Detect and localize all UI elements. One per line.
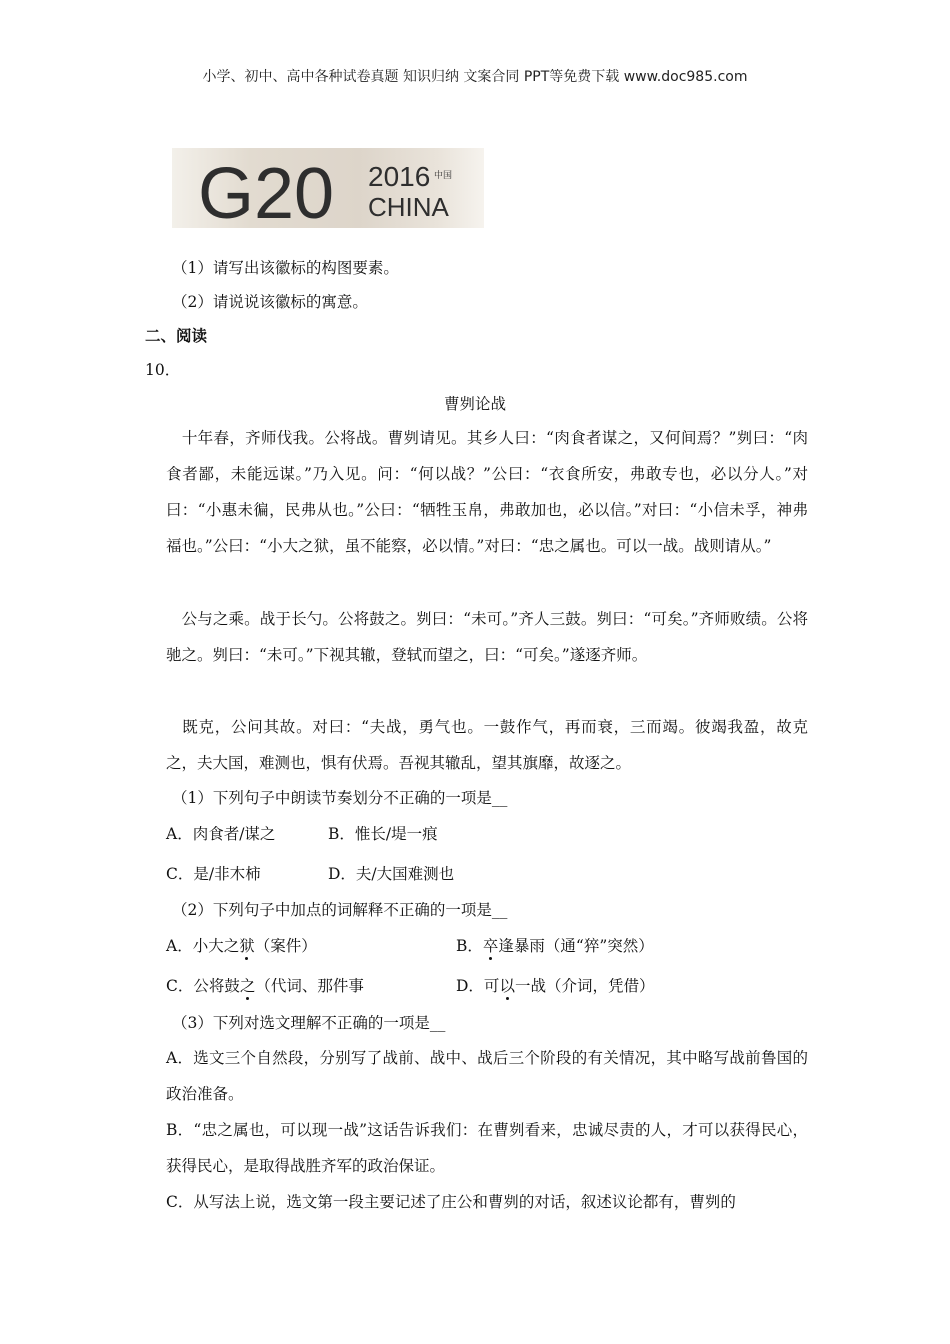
logo-year: 2016 [368,161,431,192]
page-header: 小学、初中、高中各种试卷真题 知识归纳 文案合同 PPT等免费下载 www.doc985.com [202,69,748,85]
q10-1-stem: （1）下列句子中朗读节奏划分不正确的一项是__ [172,789,508,807]
q10-3-stem: （3）下列对选文理解不正确的一项是__ [172,1014,446,1032]
section-title: 二、阅读 [145,326,208,345]
q10-2-option-a: A．小大之狱（案件） [166,937,317,955]
passage-paragraph-2: 公与之乘。战于长勺。公将鼓之。刿曰：“未可。”齐人三鼓。刿曰：“可矣。”齐师败绩。公将驰之。刿曰：“未可。”下视其辙，登轼而望之，曰：“可矣。”遂逐齐师。 [166,610,808,664]
q9-sub1: （1）请写出该徽标的构图要素。 [172,259,399,277]
q10-2-option-d: D．可以一战（介词，凭借） [456,977,655,995]
g20-logo-image [172,148,484,228]
q10-2-stem: （2）下列句子中加点的词解释不正确的一项是__ [172,901,508,919]
q10-1-option-a: A．肉食者/谋之 [166,825,276,843]
q9-sub2: （2）请说说该徽标的寓意。 [172,293,368,311]
q10-number: 10． [145,361,181,379]
logo-country: CHINA [368,192,449,222]
q10-2-option-b: B．卒逢暴雨（通“猝”突然） [456,937,654,955]
passage-title: 曹刿论战 [443,395,506,413]
passage-paragraph-3: 既克，公问其故。对曰：“夫战，勇气也。一鼓作气，再而衰，三而竭。彼竭我盈，故克之，夫大国，难测也，惧有伏焉。吾视其辙乱，望其旗靡，故逐之。 [166,718,808,772]
q10-1-option-b: B．惟长/堤一痕 [328,825,438,843]
q10-3-option-a: A．选文三个自然段，分别写了战前、战中、战后三个阶段的有关情况，其中略写战前鲁国的政治准备。 [166,1049,808,1103]
q10-3-option-b: B．“忠之属也，可以现一战”这话告诉我们：在曹刿看来，忠诚尽责的人，才可以获得民心，获得民心，是取得战胜齐军的政治保证。 [166,1121,808,1175]
q10-1-option-c: C．是/非木柿 [166,865,261,883]
logo-small-mark: 中国 [434,171,453,181]
logo-main-text: G20 [198,154,335,228]
q10-3-option-c: C．从写法上说，选文第一段主要记述了庄公和曹刿的对话，叙述议论都有，曹刿的 [166,1193,736,1211]
q10-1-option-d: D．夫/大国难测也 [328,865,455,883]
q10-2-option-c: C．公将鼓之（代词、那件事 [166,977,364,995]
passage-paragraph-1: 十年春，齐师伐我。公将战。曹刿请见。其乡人曰：“肉食者谋之，又何间焉？”刿曰：“肉食者鄙，未能远谋。”乃入见。问：“何以战？”公曰：“衣食所安，弗敢专也，必以分人。”对曰：“小惠未徧，民弗从也。”公曰：“牺牲玉帛，弗敢加也，必以信。”对曰：“小信未孚，神弗福也。”公曰：“小大之狱，虽不能察，必以情。”对曰：“忠之属也。可以一战。战则请从。” [166,429,808,555]
g20-logo-graphic [172,148,484,228]
